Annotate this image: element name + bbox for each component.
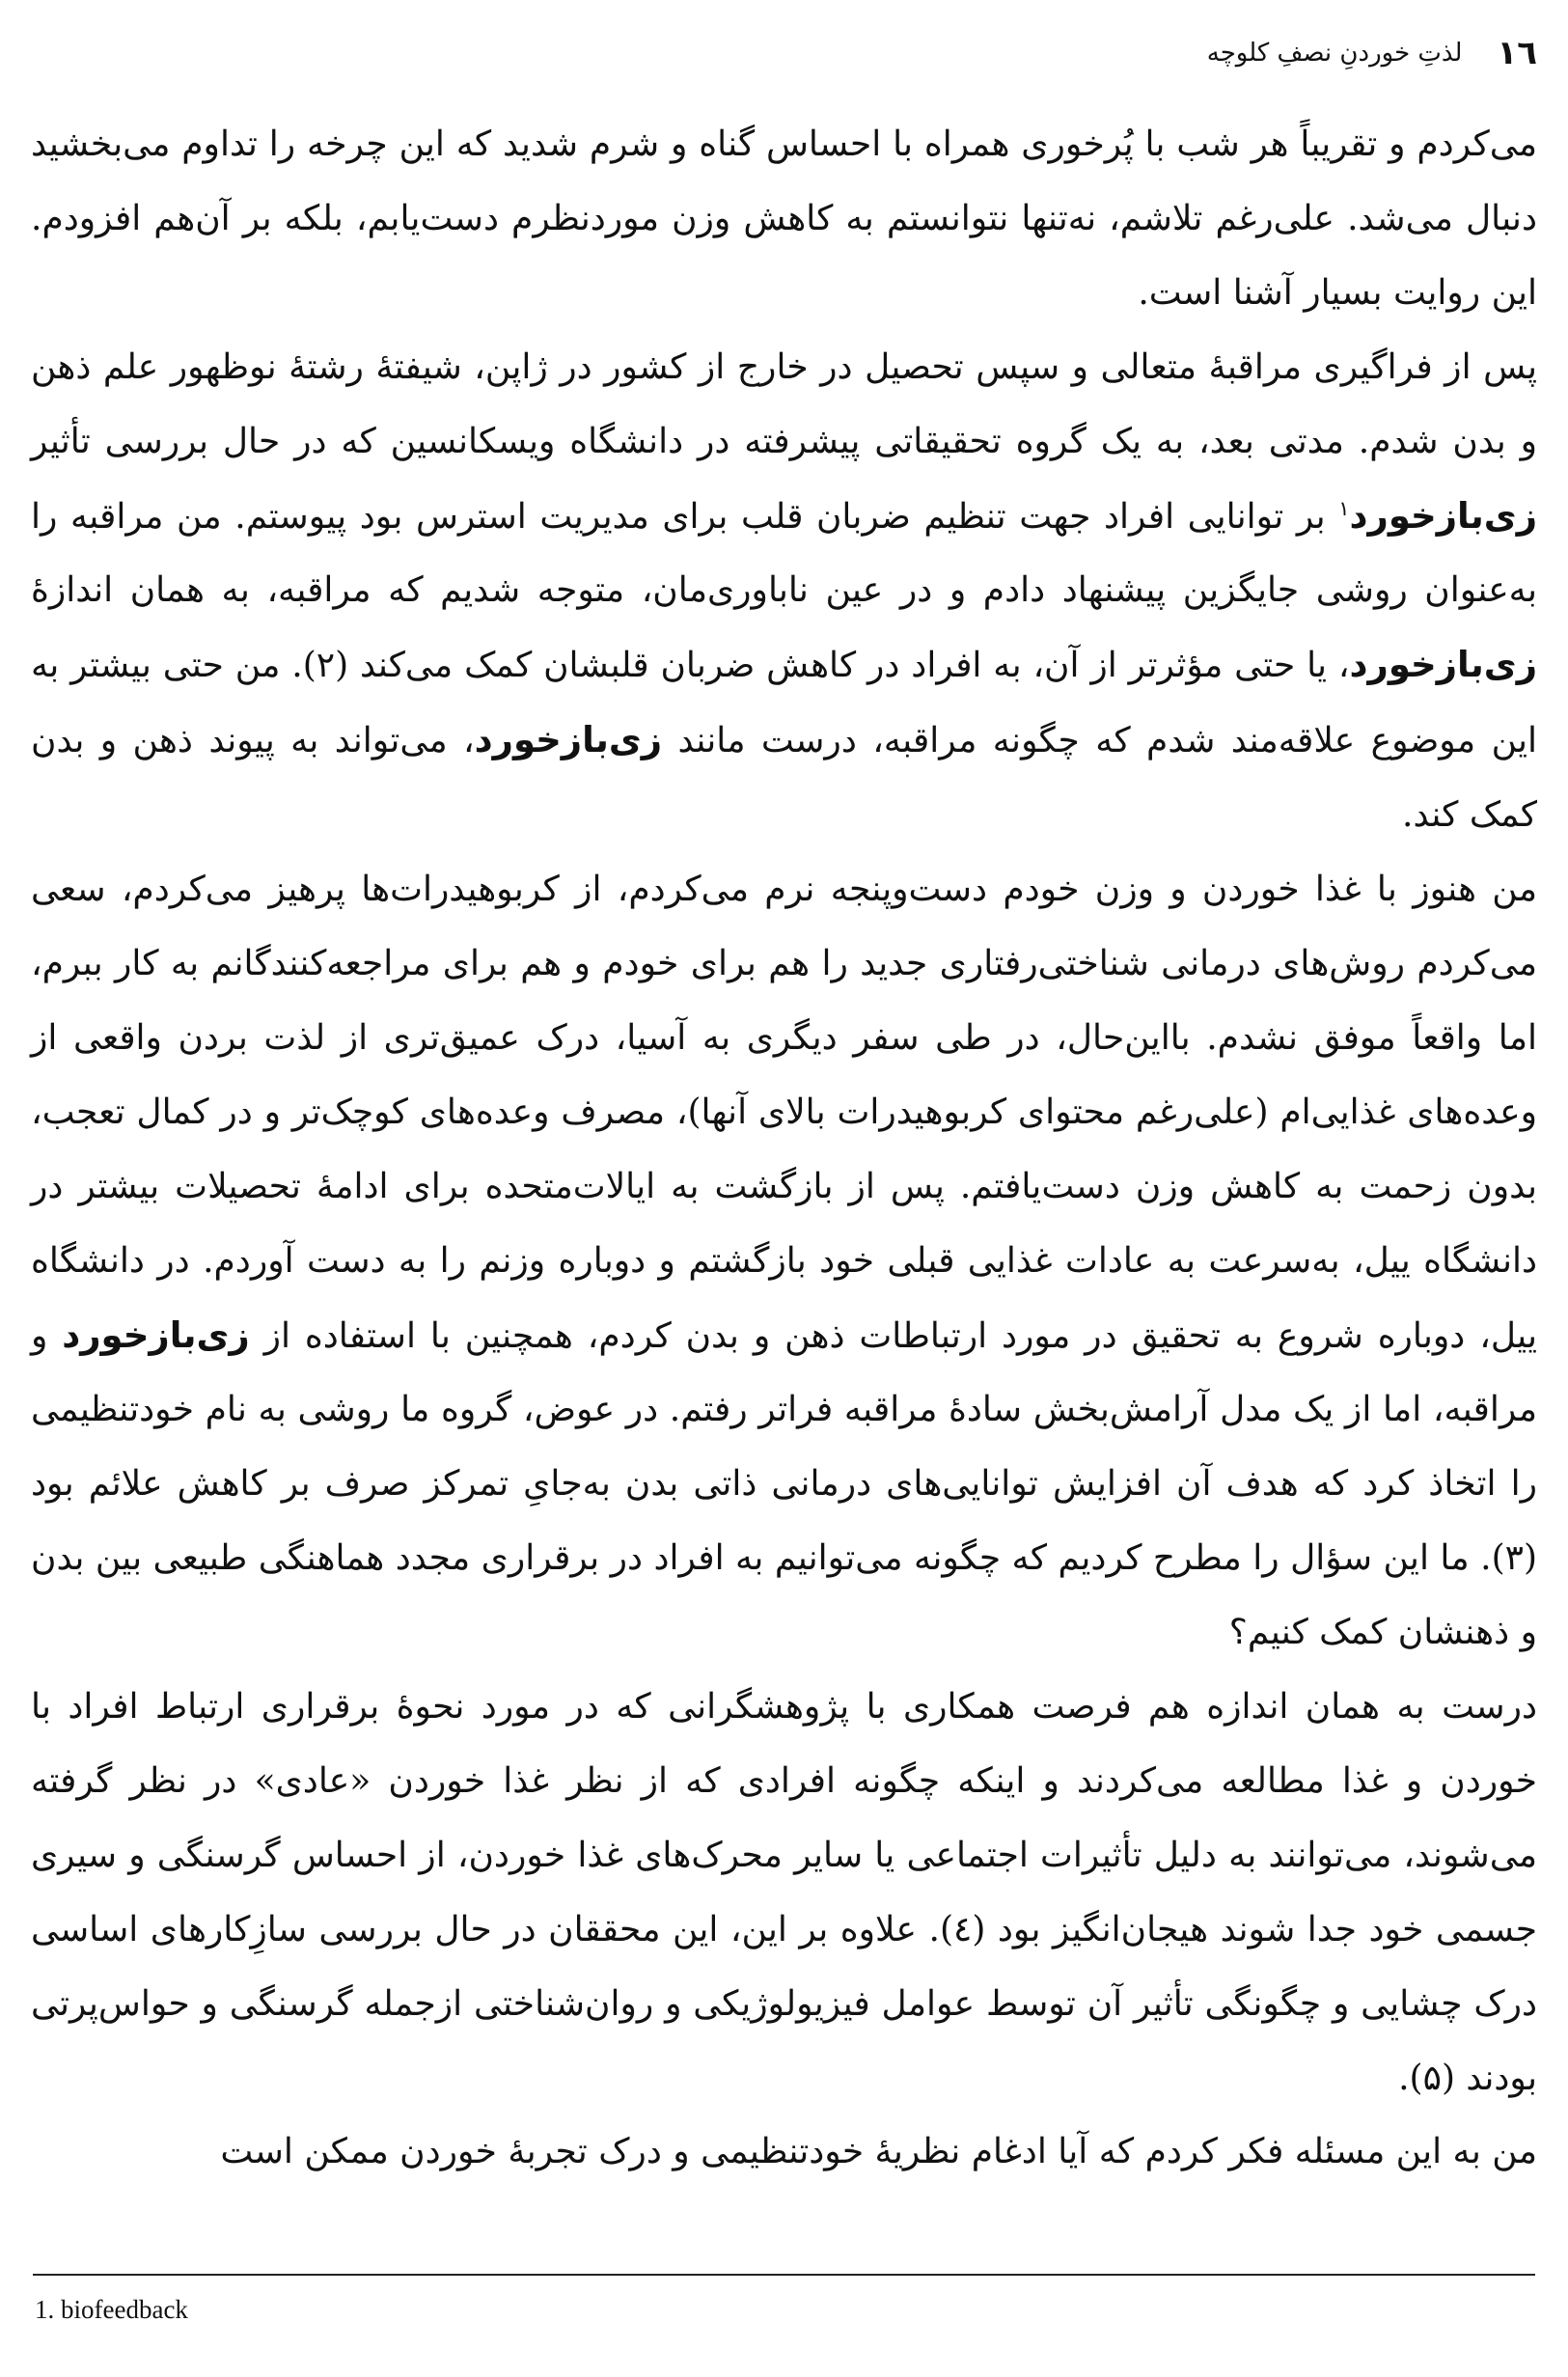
running-title: لذتِ خوردنِ نصفِ کلوچه [1206,39,1463,68]
paragraph-2-text-d: ، می‌تواند به پیوند ذهن و بدن کمک کند. [31,721,1537,836]
paragraph-4: درست به همان اندازه هم فرصت همکاری با پژوهشگرانی که در مورد نحوهٔ برقراری ارتباط افراد با خوردن و غذا مطالعه می‌کردند و اینکه چگونه افرادی که از نظر غذا خوردن «عادی» در نظر گرفته می‌شوند، می‌توانند به دلیل تأثیرات اجتماعی یا سایر محرک‌های غذا خوردن، از احساس گرسنگی و سیری جسمی خود جدا شوند هیجان‌انگیز بود (٤). علاوه بر این، این محققان در حال بررسی سازِکارهای اساسی درک چشایی و چگونگی تأثیر آن توسط عوامل فیزیولوژیکی و روان‌شناختی ازجمله گرسنگی و حواس‌پرتی بودند (۵). [31,1687,1538,2098]
term-biofeedback: زی‌بازخورد [62,1313,250,1356]
paragraph-2-text-c: ، یا حتی مؤثرتر از آن، به افراد در کاهش ضربان قلبشان کمک می‌کند (۲). من حتی بیشتر به این موضوع علاقه‌مند شدم که چگونه مراقبه، درست مانند [31,646,1538,761]
paragraph-3 [31,853,1537,1671]
footnote-divider [33,2274,1535,2276]
paragraph-3-text-a: من هنوز با غذا خوردن و وزن خودم دست‌وپنجه نرم می‌کردم، از کربوهیدرات‌ها پرهیز می‌کردم، سعی می‌کردم روش‌های درمانی شناختی‌رفتاری جدید را هم برای خودم و هم برای مراجعه‌کنندگانم به کار ببرم، اما واقعاً موفق نشدم. بااین‌حال، در طی سفر دیگری به آسیا، درک عمیق‌تری از لذت بردن واقعی از وعده‌های غذایی‌ام (علی‌رغم محتوای کربوهیدرات بالای آنها)، مصرف وعده‌های کوچک‌تر و در کمال تعجب، بدون زحمت به کاهش وزن دست‌یافتم. پس از بازگشت به ایالات‌متحده برای ادامهٔ تحصیلات بیشتر در دانشگاه ییل، به‌سرعت به عادات غذایی قبلی خود بازگشتم و دوباره وزنم را به دست آوردم. در دانشگاه ییل، دوباره شروع به تحقیق در مورد ارتباطات ذهن و بدن کردم، همچنین با استفاده از [31,870,1537,1356]
paragraph-1: می‌کردم و تقریباً هر شب با پُرخوری همراه با احساس گناه و شرم شدید که این چرخه را تداوم می‌بخشید دنبال می‌شد. علی‌رغم تلاشم، نه‌تنها نتوانستم به کاهش وزن موردنظرم دست‌یابم، بلکه بر آن‌هم افزودم. این روایت بسیار آشنا است. [31,124,1537,313]
paragraph-2-text-b: بر توانایی افراد جهت تنظیم ضربان قلب برای مدیریت استرس بود پیوستم. من مراقبه را به‌عنوان روشی جایگزین پیشنهاد دادم و در عین ناباوری‌مان، متوجه شدیم که مراقبه، به همان اندازهٔ [31,496,1537,611]
paragraph-2-text-a: پس از فراگیری مراقبهٔ متعالی و سپس تحصیل در خارج از کشور در ژاپن، شیفتهٔ رشتهٔ نوظهور علم ذهن و بدن شدم. مدتی بعد، به یک گروه تحقیقاتی پیشرفته در دانشگاه ویسکانسین که در حال بررسی تأثیر [31,346,1537,461]
term-biofeedback: زی‌بازخورد [1349,494,1537,537]
page-number: ١٦ [1497,34,1537,72]
footnote: 1. biofeedback [35,2295,188,2324]
term-biofeedback: زی‌بازخورد [1349,644,1537,686]
paragraph-5: من به این مسئله فکر کردم که آیا ادغام نظریهٔ خودتنظیمی و درک تجربهٔ خوردن ممکن است [220,2132,1537,2172]
paragraph-2 [31,331,1537,853]
footnote-reference[interactable]: ۱ [1338,496,1350,520]
paragraph-3-text-b: و مراقبه، اما از یک مدل آرامش‌بخش سادهٔ مراقبه فراتر رفتم. در عوض، گروه ما روشی به نام خودتنظیمی را اتخاذ کرد که هدف آن افزایش توانایی‌های درمانی ذاتی بدن به‌جایِ تمرکز صرف بر کاهش علائم بود (۳). ما این سؤال را مطرح کردیم که چگونه می‌توانیم به افراد در برقراری مجدد هماهنگی طبیعی بین بدن و ذهنشان کمک کنیم؟ [31,1315,1537,1653]
term-biofeedback: زی‌بازخورد [474,719,663,761]
body-text [31,108,1537,2190]
running-head [31,29,1537,77]
